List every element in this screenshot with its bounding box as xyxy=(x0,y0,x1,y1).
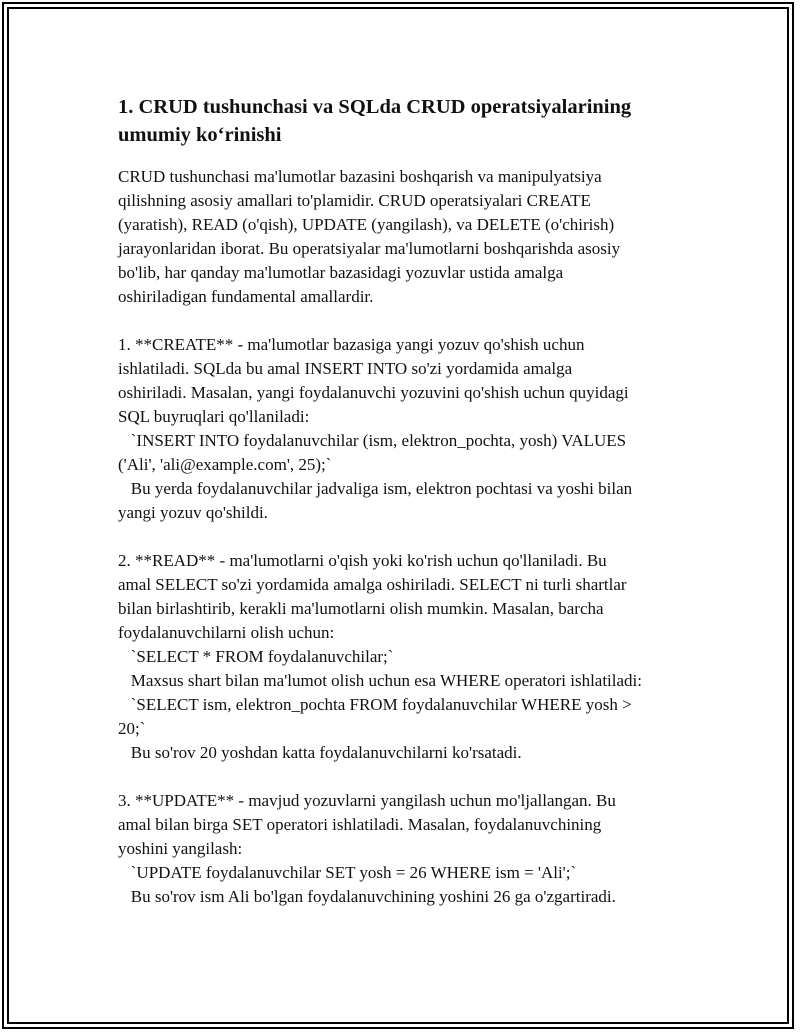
text-line: bo'lib, har qanday ma'lumotlar bazasidagi yozuvlar ustida amalga xyxy=(118,263,564,282)
create-paragraph xyxy=(118,333,698,525)
paragraph-gap xyxy=(118,309,698,333)
code-line: `SELECT ism, elektron_pochta FROM foydalanuvchilar WHERE yosh > xyxy=(118,695,632,714)
text-line: Bu so'rov ism Ali bo'lgan foydalanuvchining yoshini 26 ga o'zgartiradi. xyxy=(118,887,616,906)
text-line: qilishning asosiy amallari to'plamidir. CRUD operatsiyalari CREATE xyxy=(118,191,591,210)
text-line: amal SELECT so'zi yordamida amalga oshiriladi. SELECT ni turli shartlar xyxy=(118,575,627,594)
text-line: 2. **READ** - ma'lumotlarni o'qish yoki ko'rish uchun qo'llaniladi. Bu xyxy=(118,551,607,570)
text-line: amal bilan birga SET operatori ishlatiladi. Masalan, foydalanuvchining xyxy=(118,815,602,834)
update-paragraph xyxy=(118,789,698,909)
paragraph-gap xyxy=(118,765,698,789)
intro-paragraph xyxy=(118,165,698,309)
text-line: bilan birlashtirib, kerakli ma'lumotlarni olish mumkin. Masalan, barcha xyxy=(118,599,604,618)
read-paragraph xyxy=(118,549,698,765)
code-line: `INSERT INTO foydalanuvchilar (ism, elektron_pochta, yosh) VALUES xyxy=(118,431,627,450)
code-line: `UPDATE foydalanuvchilar SET yosh = 26 WHERE ism = 'Ali';` xyxy=(118,863,577,882)
text-line: (yaratish), READ (o'qish), UPDATE (yangilash), va DELETE (o'chirish) xyxy=(118,215,615,234)
document-body xyxy=(118,93,698,909)
code-line: `SELECT * FROM foydalanuvchilar;` xyxy=(118,647,394,666)
text-line: 1. **CREATE** - ma'lumotlar bazasiga yangi yozuv qo'shish uchun xyxy=(118,335,585,354)
text-line: ishlatiladi. SQLda bu amal INSERT INTO so'zi yordamida amalga xyxy=(118,359,573,378)
text-line: Bu yerda foydalanuvchilar jadvaliga ism, elektron pochtasi va yoshi bilan xyxy=(118,479,633,498)
text-line: 3. **UPDATE** - mavjud yozuvlarni yangilash uchun mo'ljallangan. Bu xyxy=(118,791,616,810)
text-line: jarayonlaridan iborat. Bu operatsiyalar ma'lumotlarni boshqarishda asosiy xyxy=(118,239,621,258)
text-line: yoshini yangilash: xyxy=(118,839,243,858)
text-line: oshiriladigan fundamental amallardir. xyxy=(118,287,374,306)
code-line: ('Ali', 'ali@example.com', 25);` xyxy=(118,455,332,474)
title-line: 1. CRUD tushunchasi va SQLda CRUD operatsiyalarining xyxy=(118,96,632,118)
title-line: umumiy ko‘rinishi xyxy=(118,124,282,146)
paragraph-gap xyxy=(118,525,698,549)
text-line: SQL buyruqlari qo'llaniladi: xyxy=(118,407,310,426)
text-line: foydalanuvchilarni olish uchun: xyxy=(118,623,335,642)
text-line: Bu so'rov 20 yoshdan katta foydalanuvchilarni ko'rsatadi. xyxy=(118,743,522,762)
text-line: CRUD tushunchasi ma'lumotlar bazasini boshqarish va manipulyatsiya xyxy=(118,167,602,186)
text-line: Maxsus shart bilan ma'lumot olish uchun esa WHERE operatori ishlatiladi: xyxy=(118,671,642,690)
text-line: yangi yozuv qo'shildi. xyxy=(118,503,268,522)
code-line: 20;` xyxy=(118,719,146,738)
text-line: oshiriladi. Masalan, yangi foydalanuvchi yozuvini qo'shish uchun quyidagi xyxy=(118,383,629,402)
section-title xyxy=(118,93,698,149)
